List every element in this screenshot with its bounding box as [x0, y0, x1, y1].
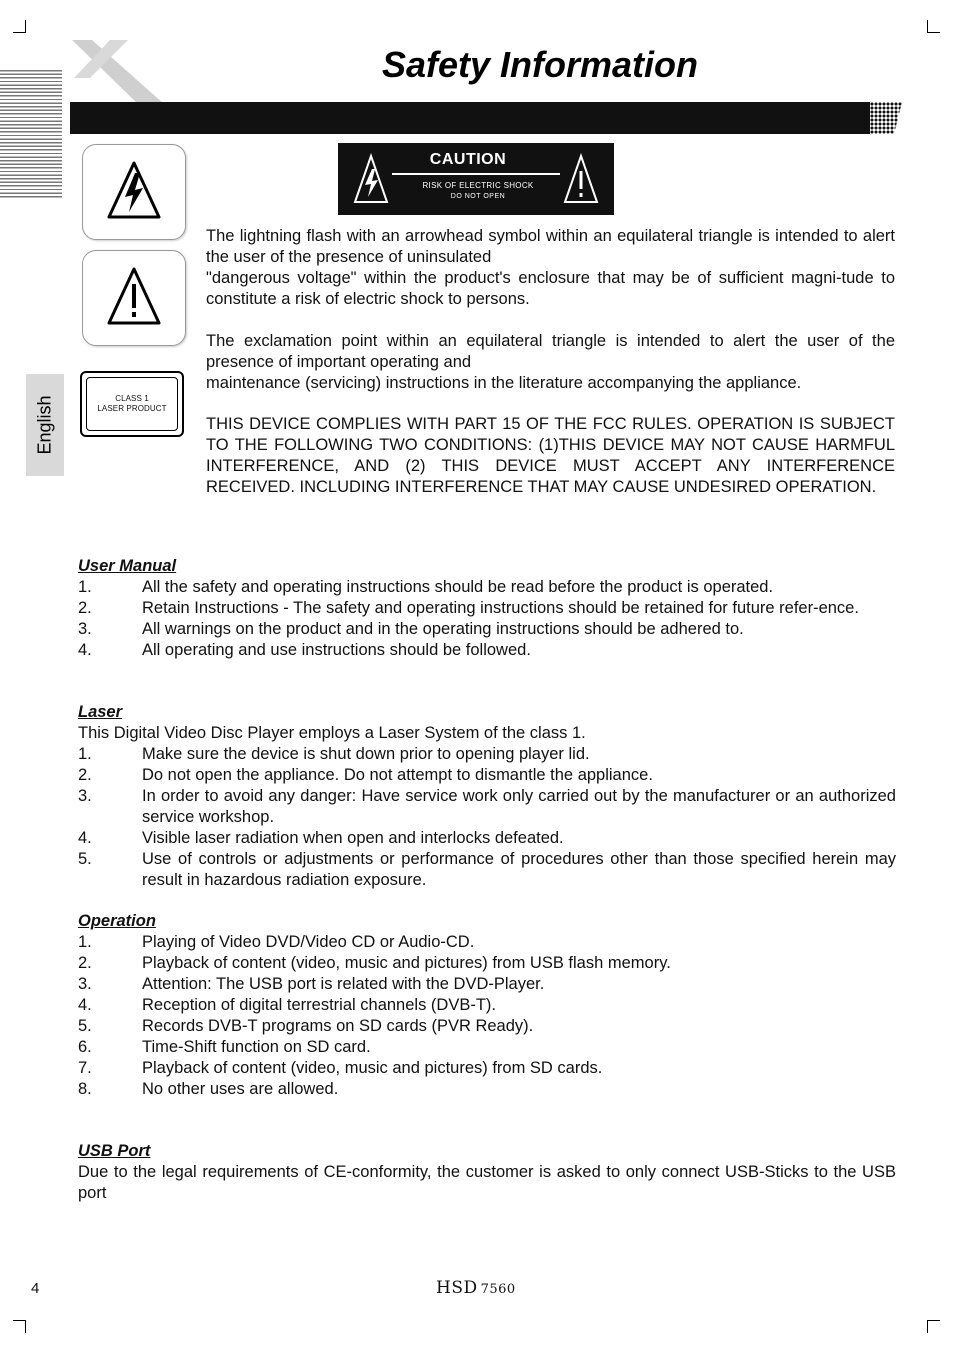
language-tab-label: English: [34, 395, 55, 455]
crop-mark-top-left: [13, 20, 26, 33]
list-text: Visible laser radiation when open and interlocks defeated.: [142, 829, 564, 847]
user-manual-heading: User Manual: [78, 557, 177, 575]
list-item: [78, 577, 896, 598]
laser-intro: This Digital Video Disc Player employs a Laser System of the class 1.: [78, 724, 586, 742]
user-manual-list: [78, 577, 896, 661]
caution-label: [338, 143, 614, 215]
list-text: Records DVB-T programs on SD cards (PVR Ready).: [142, 1017, 534, 1035]
operation-heading: Operation: [78, 912, 156, 930]
list-number: 3.: [78, 975, 92, 993]
list-item: [78, 1037, 896, 1058]
crop-mark-bottom-left: [13, 1320, 26, 1333]
exclamation-text-1: The exclamation point within an equilateral triangle is intended to alert the user of the presence of important operating and: [206, 332, 895, 371]
list-number: 2.: [78, 599, 92, 617]
list-number: 4.: [78, 641, 92, 659]
list-text: Do not open the appliance. Do not attempt to dismantle the appliance.: [142, 766, 653, 784]
title-bar-dots-decoration: [862, 102, 902, 134]
list-number: 2.: [78, 766, 92, 784]
page-number: 4: [31, 1280, 40, 1297]
laser-class-label: [80, 371, 184, 437]
list-text: Playback of content (video, music and pictures) from USB flash memory.: [142, 954, 671, 972]
list-item: [78, 619, 896, 640]
list-item: [78, 1079, 896, 1100]
list-text: Playback of content (video, music and pictures) from SD cards.: [142, 1059, 603, 1077]
list-item: [78, 828, 896, 849]
lightning-text-2: "dangerous voltage" within the product's enclosure that may be of sufficient magni-tude to constitute a risk of electric shock to persons.: [206, 269, 895, 308]
language-tab: [26, 374, 64, 476]
caution-exclamation-icon: [562, 153, 600, 205]
list-number: 3.: [78, 620, 92, 638]
list-number: 3.: [78, 787, 92, 805]
list-number: 5.: [78, 850, 92, 868]
page-title: Safety Information: [381, 44, 699, 85]
list-number: 4.: [78, 829, 92, 847]
usb-port-heading: USB Port: [78, 1142, 151, 1160]
list-item: [78, 974, 896, 995]
list-item: [78, 765, 896, 786]
fcc-statement: THIS DEVICE COMPLIES WITH PART 15 OF THE FCC RULES. OPERATION IS SUBJECT TO THE FOLLOWING TWO CONDITIONS: (1)THIS DEVICE MAY NOT CAUSE HARMFUL INTERFERENCE, AND (2) THIS DEVICE MUST ACCEPT ANY INTERFERENCE RECEIVED. INCLUDING INTERFERENCE THAT MAY CAUSE UNDESIRED OPERATION.: [206, 415, 895, 496]
usb-port-text: Due to the legal requirements of CE-conformity, the customer is asked to only connect USB-Sticks to the USB port: [78, 1163, 896, 1202]
list-number: 5.: [78, 1017, 92, 1035]
list-text: In order to avoid any danger: Have service work only carried out by the manufacturer or an authorized service workshop.: [142, 787, 896, 826]
laser-list: [78, 723, 896, 891]
list-item: [78, 849, 896, 891]
caution-title: CAUTION: [429, 151, 507, 168]
list-text: All warnings on the product and in the operating instructions should be adhered to.: [142, 620, 744, 638]
list-number: 1.: [78, 745, 92, 763]
list-number: 4.: [78, 996, 92, 1014]
exclamation-description: [206, 331, 895, 394]
list-text: All operating and use instructions should be followed.: [142, 641, 531, 659]
list-text: All the safety and operating instructions should be read before the product is operated.: [142, 578, 774, 596]
list-item: [78, 786, 896, 828]
lightning-warning-symbol: [82, 144, 186, 240]
lightning-triangle-icon: [83, 145, 185, 239]
list-number: 1.: [78, 933, 92, 951]
side-stripes-decoration: [0, 70, 62, 198]
laser-label-line2: LASER PRODUCT: [97, 404, 167, 413]
list-item: [78, 995, 896, 1016]
exclamation-warning-symbol: [82, 250, 186, 346]
model-prefix: HSD: [436, 1278, 478, 1298]
list-text: Reception of digital terrestrial channels (DVB-T).: [142, 996, 496, 1014]
model-name: [436, 1278, 516, 1298]
caution-subtitle: RISK OF ELECTRIC SHOCK: [422, 181, 534, 190]
list-text: Retain Instructions - The safety and operating instructions should be retained for future refer-ence.: [142, 599, 859, 617]
list-number: 6.: [78, 1038, 92, 1056]
list-text: Time-Shift function on SD card.: [142, 1038, 371, 1056]
list-item: [78, 953, 896, 974]
crop-mark-bottom-right: [927, 1320, 940, 1333]
crop-mark-top-right: [927, 20, 940, 33]
exclamation-text-2: maintenance (servicing) instructions in the literature accompanying the appliance.: [206, 374, 802, 392]
list-text: Make sure the device is shut down prior to opening player lid.: [142, 745, 590, 763]
model-number: 7560: [480, 1282, 516, 1297]
list-number: 1.: [78, 578, 92, 596]
laser-heading: Laser: [78, 703, 123, 721]
list-item: [78, 640, 896, 661]
list-number: 2.: [78, 954, 92, 972]
caution-divider: [392, 173, 560, 175]
list-text: No other uses are allowed.: [142, 1080, 339, 1098]
title-bar: [70, 102, 870, 134]
list-item: [78, 1016, 896, 1037]
list-item: [78, 744, 896, 765]
caution-lightning-icon: [352, 153, 390, 205]
list-number: 8.: [78, 1080, 92, 1098]
list-text: Attention: The USB port is related with the DVD-Player.: [142, 975, 545, 993]
caution-subtitle-2: DO NOT OPEN: [450, 193, 506, 200]
list-item: [78, 598, 896, 619]
lightning-text-1: The lightning flash with an arrowhead symbol within an equilateral triangle is intended to alert the user of the presence of uninsulated: [206, 227, 895, 266]
list-item: [78, 1058, 896, 1079]
list-text: Use of controls or adjustments or performance of procedures other than those specified herein may result in hazardous radiation exposure.: [142, 850, 896, 889]
list-text: Playing of Video DVD/Video CD or Audio-CD.: [142, 933, 475, 951]
exclamation-triangle-icon: [83, 251, 185, 345]
operation-list: [78, 932, 896, 1100]
brand-x-logo: [66, 38, 170, 108]
laser-label-line1: CLASS 1: [115, 394, 149, 403]
lightning-description: [206, 226, 895, 310]
list-item: [78, 932, 896, 953]
list-number: 7.: [78, 1059, 92, 1077]
